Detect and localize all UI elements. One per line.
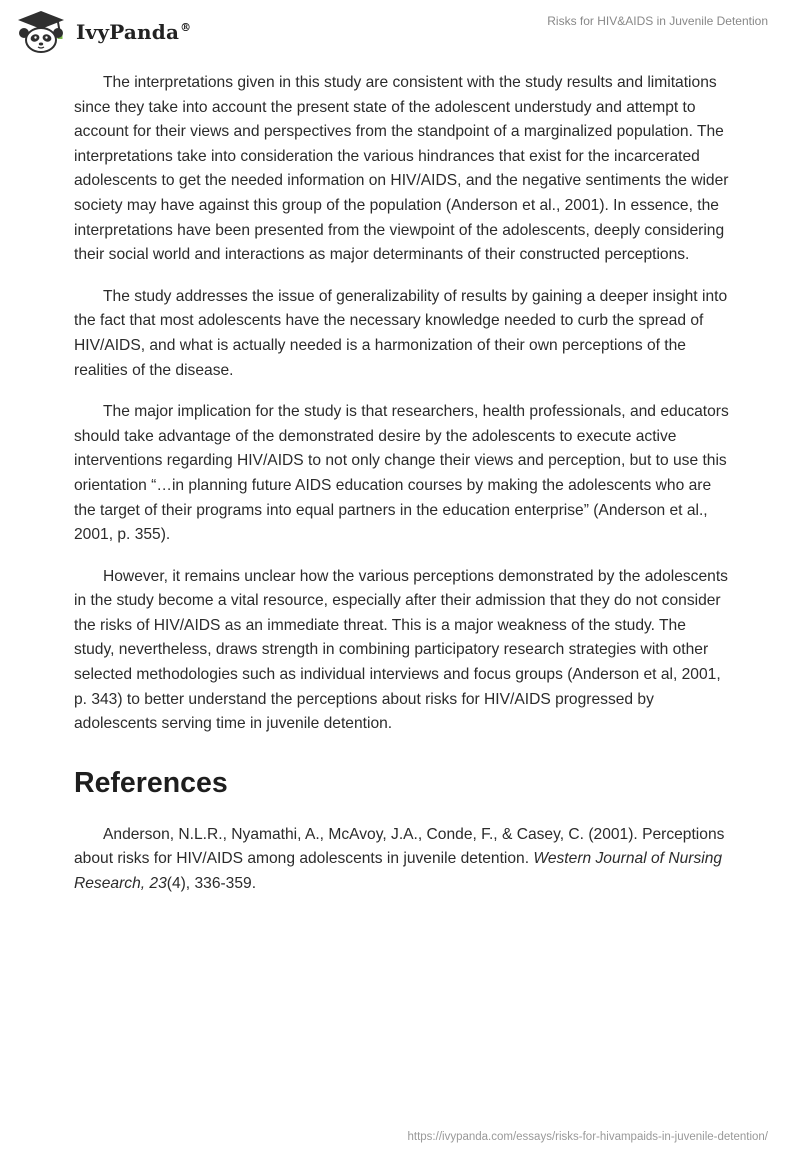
paragraph: The study addresses the issue of generalizability of results by gaining a deeper insight into the fact that most adolescents have the necessary knowledge needed to curb the spread of HIV/AIDS, and what is actually needed is a harmonization of their own perceptions of the realities of the disease. — [74, 287, 728, 379]
essay-body — [74, 71, 730, 897]
source-url[interactable]: https://ivypanda.com/essays/risks-for-hivampaids-in-juvenile-detention/ — [407, 1131, 768, 1143]
references-heading: References — [74, 766, 228, 799]
reference-details: (4), 336-359. — [166, 875, 257, 893]
paragraph: The interpretations given in this study are consistent with the study results and limitations since they take into account the present state of the adolescent understudy and attempt to account for their views and perspectives from the standpoint of a marginalized population. The interpretations take into consideration the various hindrances that exist for the incarcerated adolescents to get the needed information on HIV/AIDS, and the negative sentiments the wider society may have against this group of the population (Anderson et al., 2001). In essence, the interpretations have been presented from the viewpoint of the adolescents, deeply considering their social world and interactions as major determinants of their constructed perceptions. — [74, 74, 729, 264]
document-title: Risks for HIV&AIDS in Juvenile Detention — [547, 14, 768, 28]
paragraph: The major implication for the study is that researchers, health professionals, and educators should take advantage of the demonstrated desire by the adolescents to execute active interventions regarding HIV/AIDS to not only change their views and perception, but to use this orientation “…in planning future AIDS education courses by making the adolescents who are the target of their programs into equal partners in the education enterprise” (Anderson et al., 2001, p. 355). — [74, 403, 729, 544]
reference-journal: Western Journal of Nursing Research, 23 — [74, 850, 723, 893]
logo[interactable] — [14, 10, 191, 54]
panda-graduate-icon — [14, 10, 68, 54]
page-header — [0, 0, 800, 60]
paragraph: However, it remains unclear how the various perceptions demonstrated by the adolescents in the study become a vital resource, especially after their admission that they do not consider the risks of HIV/AIDS as an immediate threat. This is a major weakness of the study. The study, nevertheless, draws strength in combining participatory research strategies with other selected methodologies such as individual interviews and focus groups (Anderson et al, 2001, p. 343) to better understand the perceptions about risks for HIV/AIDS progressed by adolescents serving time in juvenile detention. — [74, 567, 728, 733]
brand-name: IvyPanda® — [76, 20, 192, 44]
reference-entry — [74, 823, 730, 897]
reference-authors: Anderson, N.L.R., Nyamathi, A., McAvoy, J.A., Conde, F., & Casey, C. (2001). Perceptions about risks for HIV/AIDS among adolescents in juvenile detention. — [74, 825, 725, 868]
